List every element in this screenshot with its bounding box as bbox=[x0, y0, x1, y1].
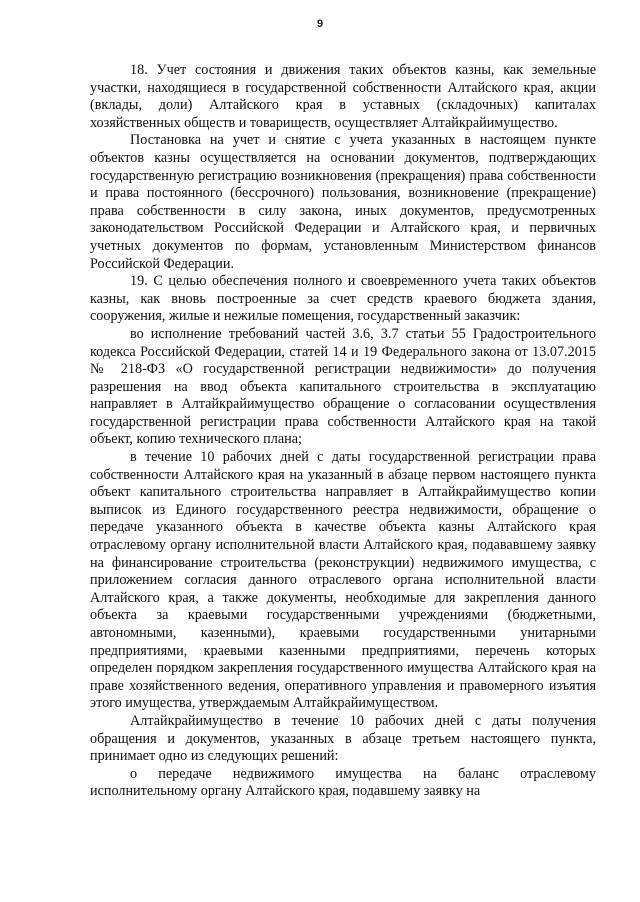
paragraph-requirements: во исполнение требований частей 3.6, 3.7 статьи 55 Градостроительного кодекса Российской Федерации, статей 14 и 19 Федерального закона от 13.07.2015 № 218-ФЗ «О государственной регистрации недвижимости» до получения разрешения на ввод объекта капитального строительства в эксплуатацию направляет в Алтайкрайимущество обращение о согласовании осуществления государственной регистрации права собственности Алтайского края на такой объект, копию технического плана; bbox=[90, 325, 596, 448]
paragraph-item-18: 18. Учет состояния и движения таких объектов казны, как земельные участки, находящиеся в государственной собственности Алтайского края, акции (вклады, доли) Алтайского края в уставных (складочных) капиталах хозяйственных обществ и товариществ, осуществляет Алтайкрайимущество. bbox=[90, 62, 596, 131]
page-number: 9 bbox=[316, 18, 324, 30]
paragraph-registration-basis: Постановка на учет и снятие с учета указанных в настоящем пункте объектов казны осуществляется на основании документов, подтверждающих государственную регистрацию возникновения (прекращения) права собственности и права постоянного (бессрочного) пользования, возникновение (прекращение) права собственности в силу закона, иных документов, предусмотренных законодательством Российской Федерации и Алтайского края, и первичных учетных документов по формам, установленным Министерством финансов Российской Федерации. bbox=[90, 132, 596, 272]
paragraph-decision: Алтайкрайимущество в течение 10 рабочих дней с даты получения обращения и документов, указанных в абзаце третьем настоящего пункта, принимает одно из следующих решений: bbox=[90, 712, 596, 765]
paragraph-transfer: о передаче недвижимого имущества на баланс отраслевому исполнительному органу Алтайского края, подавшему заявку на bbox=[90, 765, 596, 800]
paragraph-ten-days: в течение 10 рабочих дней с даты государственной регистрации права собственности Алтайского края на указанный в абзаце первом настоящего пункта объект капитального строительства направляет в Алтайкрайимущество копии выписок из Единого государственного реестра недвижимости, обращение о передаче указанного объекта в качестве объекта казны Алтайского края отраслевому органу исполнительной власти Алтайского края, подававшему заявку на финансирование строительства (реконструкции) недвижимого имущества, с приложением согласия данного отраслевого органа исполнительной власти Алтайского края, а также документы, необходимые для закрепления данного объекта за краевыми государственными учреждениями (бюджетными, автономными, казенными), краевыми государственными унитарными предприятиями, краевыми казенными предприятиями, перечень которых определен порядком закрепления государственного имущества Алтайского края на праве хозяйственного ведения, оперативного управления и правомерного изъятия этого имущества, утверждаемым Алтайкрайимуществом. bbox=[90, 449, 596, 712]
document-body bbox=[90, 62, 596, 801]
paragraph-item-19: 19. С целью обеспечения полного и своевременного учета таких объектов казны, как вновь построенные за счет средств краевого бюджета здания, сооружения, жилые и нежилые помещения, государственный заказчик: bbox=[90, 273, 596, 325]
